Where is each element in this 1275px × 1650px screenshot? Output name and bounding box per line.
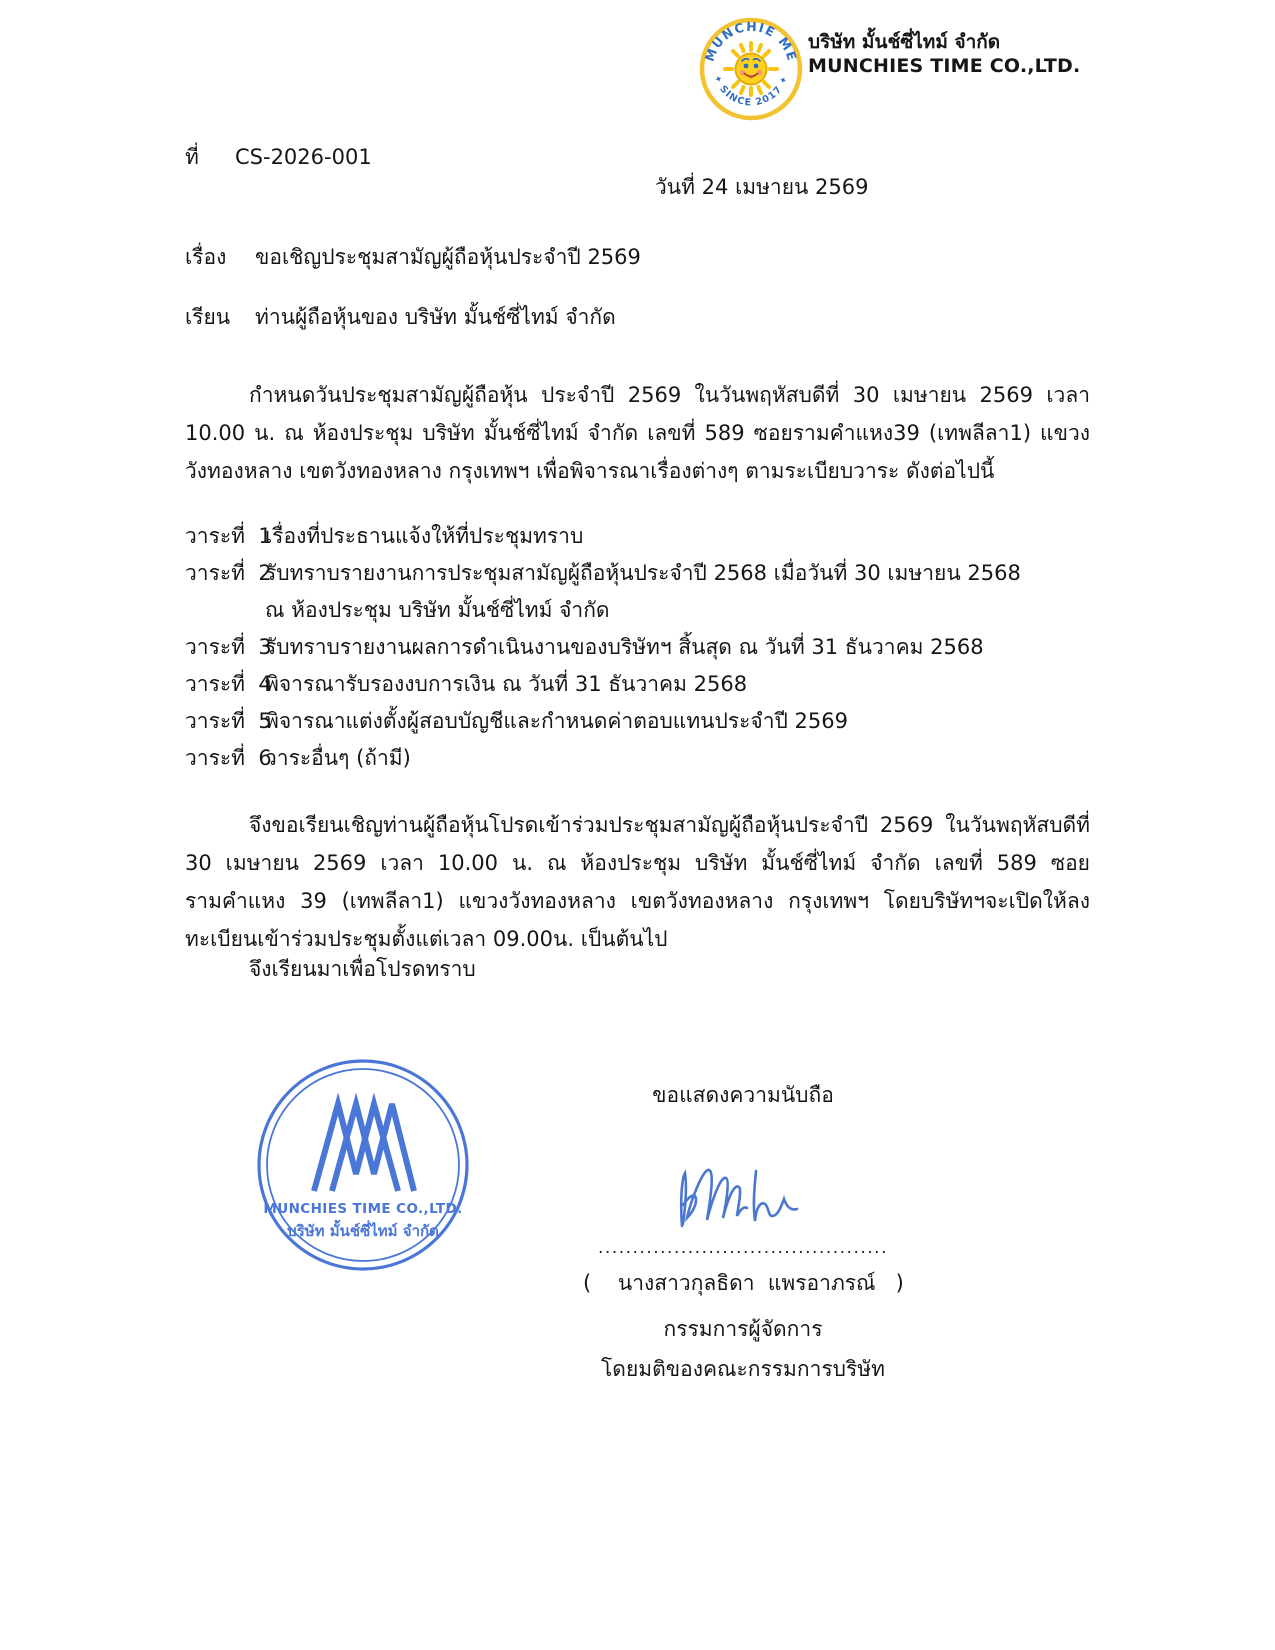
logo-bottom-arc-text: ✦ SINCE 2017 ✦ (711, 73, 791, 109)
agenda-label: วาระที่ 4 (185, 672, 272, 696)
agenda-text: วาระอื่นๆ (ถ้ามี) (265, 746, 411, 770)
sun-face-icon (736, 54, 767, 85)
letterhead-company-names (808, 31, 1080, 79)
reference-label: ที่ (185, 145, 199, 169)
logo-top-arc-text: MUNCHIE ME (701, 18, 801, 64)
agenda-text: เรื่องที่ประธานแจ้งให้ที่ประชุมทราบ (265, 524, 584, 548)
agenda-text: รับทราบรายงานผลการดำเนินงานของบริษัทฯ สิ้นสุด ณ วันที่ 31 ธันวาคม 2568 (265, 635, 984, 659)
agenda-item-2 (185, 555, 1090, 592)
company-name-thai: บริษัท มั้นช์ซี่ไทม์ จำกัด (808, 31, 1001, 53)
signature-handwriting (668, 1160, 818, 1248)
agenda-text: รับทราบรายงานการประชุมสามัญผู้ถือหุ้นประจำปี 2568 เมื่อวันที่ 30 เมษายน 2568 (265, 561, 1021, 585)
company-stamp (254, 1056, 472, 1274)
agenda-text: พิจารณาแต่งตั้งผู้สอบบัญชีและกำหนดค่าตอบแทนประจำปี 2569 (265, 709, 848, 733)
agenda-item-1 (185, 518, 1090, 555)
agenda-label: วาระที่ 6 (185, 746, 272, 770)
respect-line: ขอแสดงความนับถือ (652, 1083, 834, 1107)
recipient-label: เรียน (185, 305, 231, 329)
agenda-label: วาระที่ 2 (185, 561, 272, 585)
notice-line: จึงเรียนมาเพื่อโปรดทราบ (249, 957, 476, 981)
company-name-english: MUNCHIES TIME CO.,LTD. (808, 54, 1081, 77)
agenda-item-5 (185, 703, 1090, 740)
agenda-label: วาระที่ 1 (185, 524, 272, 548)
company-logo-badge (698, 16, 804, 122)
agenda-label: วาระที่ 5 (185, 709, 272, 733)
subject-label: เรื่อง (185, 245, 227, 269)
reference-number: CS-2026-001 (235, 145, 372, 169)
agenda-list (185, 518, 1090, 777)
date-line: วันที่ 24 เมษายน 2569 (655, 175, 869, 199)
intro-paragraph: กำหนดวันประชุมสามัญผู้ถือหุ้น ประจำปี 2569 ในวันพฤหัสบดีที่ 30 เมษายน 2569 เวลา 10.00 น. ณ ห้องประชุม บริษัท มั้นช์ซี่ไทม์ จำกัด เลขที่ 589 ซอยรามคำแหง39 (เทพลีลา1) แขวงวังทองหลาง เขตวังทองหลาง กรุงเทพฯ เพื่อพิจารณาเรื่องต่างๆ ตามระเบียบวาระ ดังต่อไปนี้ (185, 383, 1090, 483)
stamp-company-en: MUNCHIES TIME CO.,LTD. (263, 1201, 463, 1217)
subject-line (185, 238, 641, 276)
agenda-item-2-continued: ณ ห้องประชุม บริษัท มั้นช์ซี่ไทม์ จำกัด (265, 598, 610, 622)
agenda-item-4 (185, 666, 1090, 703)
agenda-label: วาระที่ 3 (185, 635, 272, 659)
recipient-line (185, 298, 616, 336)
stamp-company-th: บริษัท มั้นช์ซี่ไทม์ จำกัด (287, 1222, 439, 1240)
agenda-text: พิจารณารับรองงบการเงิน ณ วันที่ 31 ธันวาคม 2568 (265, 672, 748, 696)
agenda-item-6 (185, 740, 1090, 777)
signatory-name: ( นางสาวกุลธิดา แพรอาภรณ์ ) (583, 1271, 904, 1295)
board-resolution-line: โดยมติของคณะกรรมการบริษัท (601, 1357, 885, 1381)
subject-text: ขอเชิญประชุมสามัญผู้ถือหุ้นประจำปี 2569 (255, 245, 641, 269)
reference-line (185, 138, 372, 176)
signature-dotted-line: .......................................... (598, 1238, 888, 1258)
closing-paragraph: จึงขอเรียนเชิญท่านผู้ถือหุ้นโปรดเข้าร่วมประชุมสามัญผู้ถือหุ้นประจำปี 2569 ในวันพฤหัสบดีที่ 30 เมษายน 2569 เวลา 10.00 น. ณ ห้องประชุม บริษัท มั้นช์ซี่ไทม์ จำกัด เลขที่ 589 ซอยรามคำแหง 39 (เทพลีลา1) แขวงวังทองหลาง เขตวังทองหลาง กรุงเทพฯ โดยบริษัทฯจะเปิดให้ลงทะเบียนเข้าร่วมประชุมตั้งแต่เวลา 09.00น. เป็นต้นไป (185, 813, 1090, 951)
stamp-mm-monogram (314, 1104, 414, 1191)
agenda-item-3 (185, 629, 1090, 666)
signatory-title: กรรมการผู้จัดการ (663, 1317, 823, 1341)
recipient-text: ท่านผู้ถือหุ้นของ บริษัท มั้นช์ซี่ไทม์ จำกัด (255, 305, 616, 329)
